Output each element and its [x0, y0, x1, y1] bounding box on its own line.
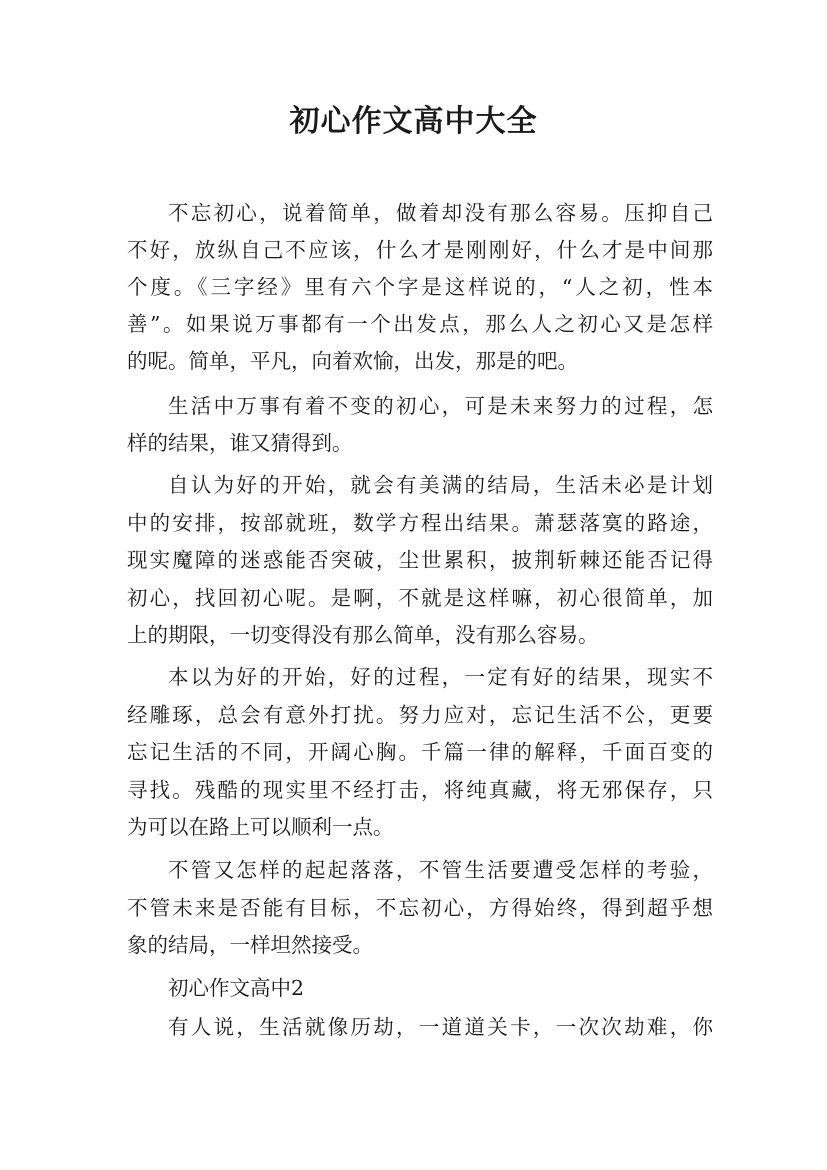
text-line: 现实魔障的迷惑能否突破，尘世累积，披荆斩棘还能否记得 — [127, 548, 713, 572]
text-line: 自认为好的开始，就会有美满的结局，生活未必是计划 — [168, 473, 713, 497]
text-line: 上的期限，一切变得没有那么简单，没有那么容易。 — [127, 623, 599, 647]
text-line: 初心，找回初心呢。是啊，不就是这样嘛，初心很简单，加 — [127, 586, 713, 610]
text-line: 本以为好的开始，好的过程，一定有好的结果，现实不 — [168, 665, 713, 689]
text-line: 忘记生活的不同，开阔心胸。千篇一律的解释，千面百变的 — [127, 740, 713, 764]
text-line: 中的安排，按部就班，数学方程出结果。萧瑟落寞的路途， — [127, 511, 713, 535]
text-line: 象的结局，一样坦然接受。 — [127, 933, 373, 957]
text-line: 有人说，生活就像历劫，一道道关卡，一次次劫难，你 — [168, 1015, 713, 1039]
text-line: 的呢。简单，平凡，向着欢愉，出发，那是的吧。 — [127, 349, 578, 373]
text-line: 不管未来是否能有目标，不忘初心，方得始终，得到超乎想 — [127, 896, 713, 920]
text-line: 个度。《三字经》里有六个字是这样说的，“人之初，性本 — [127, 275, 713, 299]
text-line: 寻找。残酷的现实里不经打击，将纯真藏，将无邪保存，只 — [127, 778, 713, 802]
section-heading: 初心作文高中2 — [168, 976, 305, 1000]
text-line: 不管又怎样的起起落落，不管生活要遭受怎样的考验， — [168, 858, 713, 882]
document-title: 初心作文高中大全 — [289, 104, 538, 139]
text-line: 生活中万事有着不变的初心，可是未来努力的过程，怎 — [168, 394, 713, 418]
text-line: 不好，放纵自己不应该，什么才是刚刚好，什么才是中间那 — [127, 238, 713, 262]
text-line: 样的结果，谁又猜得到。 — [127, 431, 353, 455]
text-line: 不忘初心，说着简单，做着却没有那么容易。压抑自己 — [168, 201, 713, 225]
text-line: 经雕琢，总会有意外打扰。努力应对，忘记生活不公，更要 — [127, 703, 713, 727]
text-line: 为可以在路上可以顺利一点。 — [127, 815, 394, 839]
text-line: 善”。如果说万事都有一个出发点，那么人之初心又是怎样 — [127, 312, 713, 336]
